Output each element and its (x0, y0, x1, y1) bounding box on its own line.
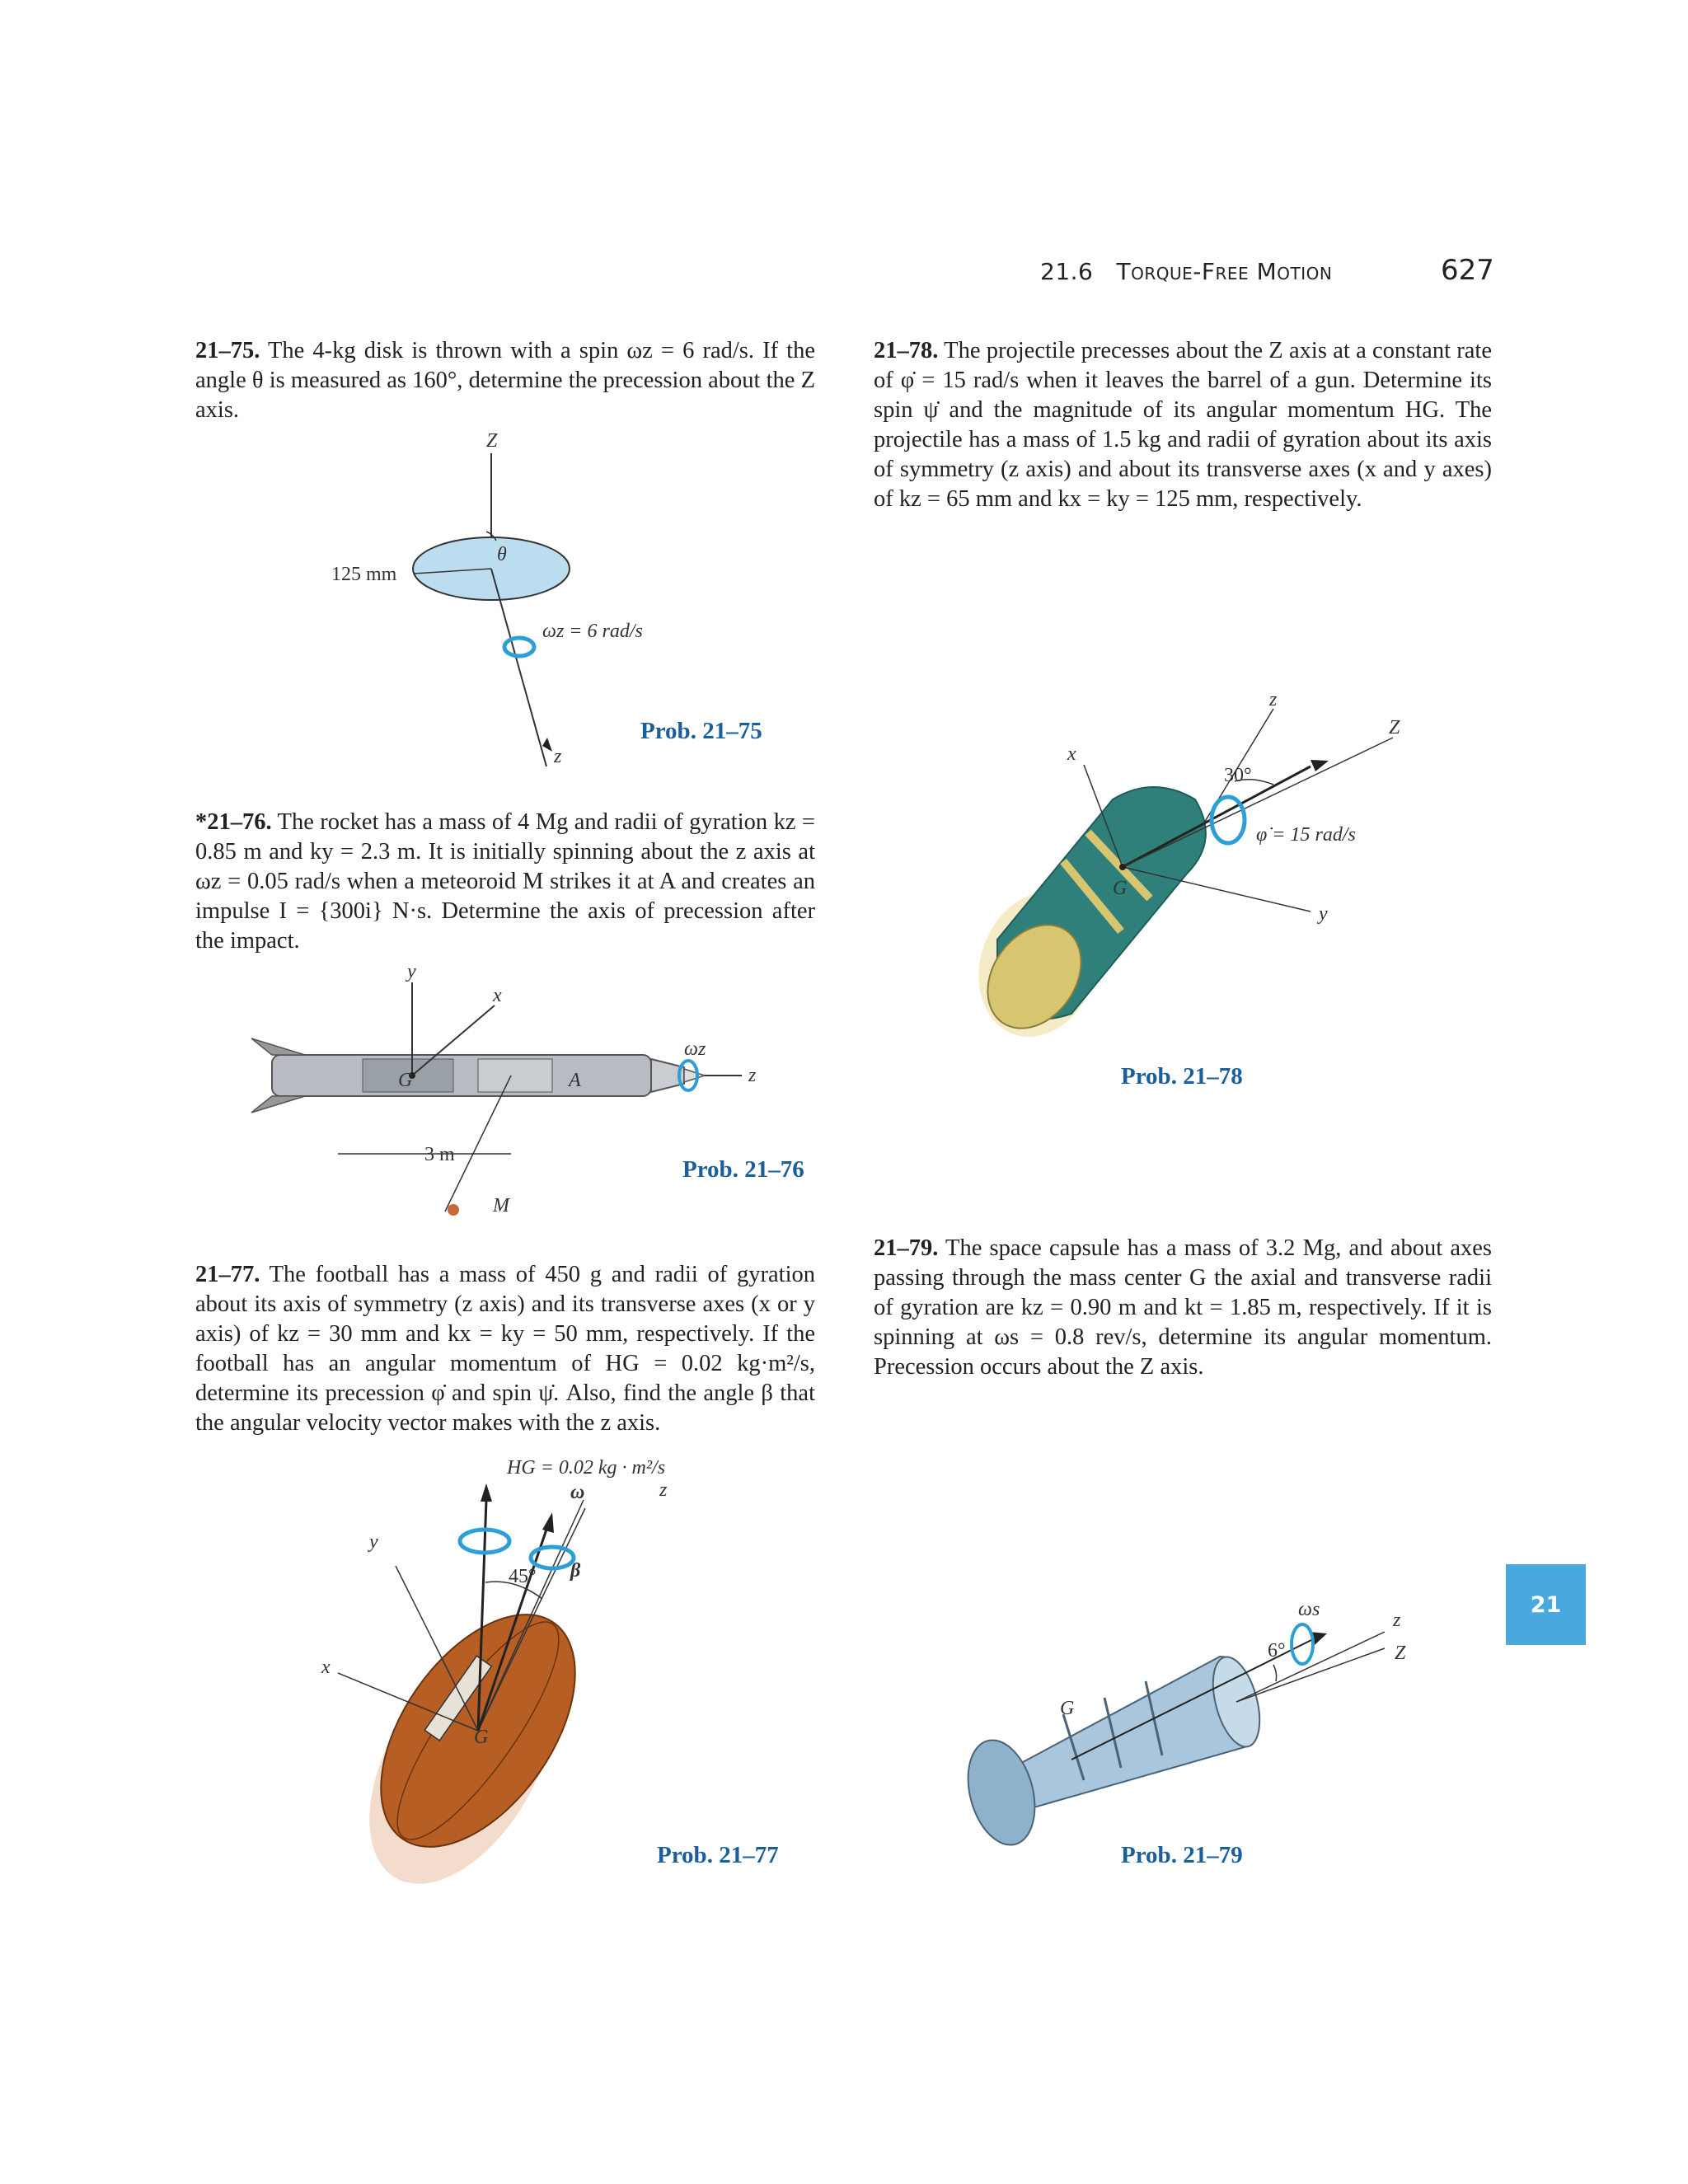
problem-21-77 (195, 1260, 815, 1438)
label-radius: 125 mm (331, 564, 397, 585)
label-y: y (407, 961, 416, 982)
label-spin: ωz = 6 rad/s (542, 621, 643, 642)
problem-text: The football has a mass of 450 g and radii of gyration about its axis of symmetry (z axis) and its transverse axes (x or y axis) of kz = 30 mm and kx = ky = 50 mm, respectively. If the football has an angular momentum of HG = 0.02 kg·m²/s, determine its precession φ̇ and spin ψ̇. Also, find the angle β that the angular velocity vector makes with the z axis. (195, 1262, 815, 1436)
caption-21-78: Prob. 21–78 (1121, 1063, 1243, 1090)
label-z: z (1393, 1610, 1401, 1631)
section-number: 21.6 (1040, 258, 1094, 285)
label-beta: β (570, 1560, 581, 1582)
label-omega: ωz (684, 1038, 706, 1060)
label-G: G (1113, 878, 1128, 899)
label-rate: φ̇ = 15 rad/s (1256, 824, 1356, 846)
problem-21-79 (874, 1234, 1492, 1382)
label-x: x (1067, 743, 1076, 765)
label-dist: 3 m (424, 1144, 455, 1165)
problem-number: 21–79. (874, 1235, 939, 1261)
label-y: y (369, 1531, 378, 1553)
problem-text: The space capsule has a mass of 3.2 Mg, and about axes passing through the mass center G the axial and transverse radii of gyration are kz = 0.90 m and kt = 1.85 m, respectively. If it is spinning at ωs = 0.8 rev/s, determine its angular momentum. Precession occurs about the Z axis. (874, 1235, 1492, 1380)
label-x: x (493, 985, 502, 1006)
problem-number: 21–77. (195, 1262, 260, 1287)
problem-text: The projectile precesses about the Z axis at a constant rate of φ̇ = 15 rad/s when it leaves the barrel of a gun. Determine its spin ψ̇ and the magnitude of its angular momentum HG. The projectile has a mass of 1.5 kg and radii of gyration about its axis of symmetry (z axis) and about its transverse axes (x and y axes) of kz = 65 mm and kx = ky = 125 mm, respectively. (874, 338, 1492, 512)
problem-number: 21–75. (195, 338, 260, 363)
label-theta: θ (497, 544, 507, 565)
label-M: M (493, 1195, 509, 1216)
problem-21-76 (195, 808, 815, 956)
label-HG: HG = 0.02 kg · m²/s (507, 1457, 666, 1479)
label-G: G (474, 1727, 489, 1748)
label-angle: 45° (509, 1566, 537, 1587)
section-title: Torque-Free Motion (1116, 258, 1333, 285)
label-x: x (321, 1657, 331, 1678)
label-omega: ωs (1298, 1599, 1320, 1620)
figure-21-75 (313, 429, 684, 775)
problem-number: *21–76. (195, 809, 272, 835)
problem-text: The rocket has a mass of 4 Mg and radii of gyration kz = 0.85 m and ky = 2.3 m. It is initially spinning about the z axis at ωz = 0.05 rad/s when a meteoroid M strikes it at A and creates an impulse I = {300i} N·s. Determine the axis of precession after the impact. (195, 809, 815, 954)
label-Z: Z (486, 430, 498, 452)
label-z: z (1269, 689, 1278, 710)
label-angle: 6° (1268, 1640, 1286, 1661)
problem-21-78 (874, 336, 1492, 514)
label-A: A (569, 1070, 581, 1091)
label-G: G (1060, 1698, 1075, 1719)
label-y: y (1319, 903, 1328, 925)
figure-21-78 (948, 684, 1426, 1047)
caption-21-75: Prob. 21–75 (640, 718, 762, 744)
label-Z: Z (1389, 717, 1400, 738)
label-angle: 30° (1224, 765, 1252, 786)
problem-number: 21–78. (874, 338, 939, 363)
problem-21-75 (195, 336, 815, 425)
figure-21-79 (940, 1566, 1434, 1838)
figure-21-77 (313, 1451, 709, 1879)
section-header (1040, 258, 1332, 285)
label-z: z (659, 1479, 668, 1501)
label-z: z (748, 1065, 757, 1086)
label-omega: ω (570, 1482, 585, 1503)
problem-text: The 4-kg disk is thrown with a spin ωz = 6 rad/s. If the angle θ is measured as 160°, determine the precession about the Z axis. (195, 338, 815, 423)
chapter-tab: 21 (1506, 1564, 1586, 1645)
page-number: 627 (1441, 254, 1494, 287)
label-z: z (554, 746, 562, 767)
label-Z: Z (1395, 1643, 1406, 1664)
caption-21-77: Prob. 21–77 (657, 1842, 779, 1868)
caption-21-76: Prob. 21–76 (682, 1156, 804, 1183)
label-G: G (398, 1070, 413, 1091)
caption-21-79: Prob. 21–79 (1121, 1842, 1243, 1868)
